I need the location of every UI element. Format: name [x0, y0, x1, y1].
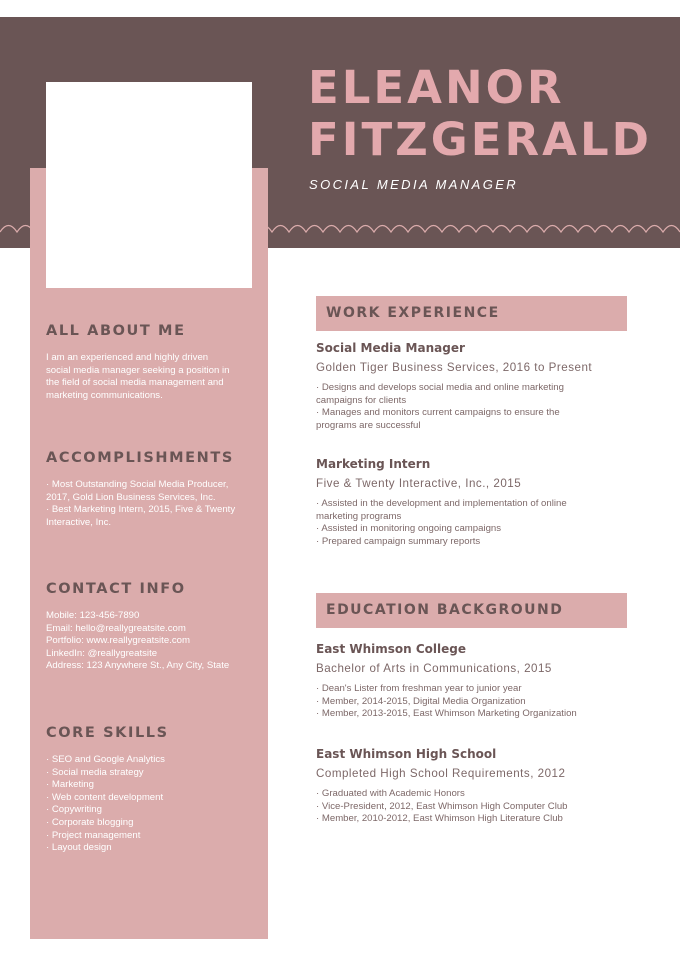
skill-item: · Copywriting: [46, 804, 102, 816]
school-name: East Whimson College: [316, 642, 466, 656]
detail-line: · Member, 2013-2015, East Whimson Marketing Organization: [316, 708, 577, 719]
about-line: the field of social media management and: [46, 377, 224, 389]
accomplishment-line: · Best Marketing Intern, 2015, Five & Twenty: [46, 504, 236, 516]
work-entry: [316, 341, 636, 432]
skill-item: · Web content development: [46, 791, 164, 803]
skill-item: · Project management: [46, 829, 141, 841]
contact-portfolio: Portfolio: www.reallygreatsite.com: [46, 635, 190, 647]
skill-item: · Social media strategy: [46, 766, 144, 778]
contact-linkedin: LinkedIn: @reallygreatsite: [46, 647, 158, 659]
about-line: I am an experienced and highly driven: [46, 352, 209, 363]
work-entry: [316, 457, 636, 548]
about-text: [46, 352, 256, 402]
job-company: Golden Tiger Business Services, 2016 to Present: [316, 361, 593, 374]
skill-item: · Layout design: [46, 842, 112, 854]
detail-line: · Member, 2010-2012, East Whimson High Literature Club: [316, 813, 563, 824]
degree: Bachelor of Arts in Communications, 2015: [316, 662, 552, 675]
accomplishment-line: Interactive, Inc.: [46, 516, 112, 528]
about-line: social media manager seeking a position in: [46, 364, 230, 376]
skill-item: · Marketing: [46, 779, 94, 791]
job-position: Marketing Intern: [316, 457, 431, 471]
accomplishments-list: [46, 479, 256, 529]
detail-line: · Graduated with Academic Honors: [316, 788, 465, 799]
contact-title: CONTACT INFO: [46, 581, 186, 597]
detail-line: · Dean's Lister from freshman year to junior year: [316, 683, 522, 694]
accomplishment-line: 2017, Gold Lion Business Services, Inc.: [46, 491, 216, 503]
profile-photo-placeholder: [46, 82, 252, 288]
duty-line: · Designs and develops social media and online marketing: [316, 382, 564, 393]
contact-info: [46, 610, 256, 673]
duty-line: programs are successful: [316, 419, 421, 431]
contact-address: Address: 123 Anywhere St., Any City, State: [46, 660, 230, 672]
job-position: Social Media Manager: [316, 341, 465, 355]
skills-title: CORE SKILLS: [46, 725, 169, 741]
skill-item: · Corporate blogging: [46, 816, 134, 828]
education-header: [316, 593, 627, 628]
school-name: East Whimson High School: [316, 747, 497, 761]
education-title: EDUCATION BACKGROUND: [326, 602, 564, 618]
duty-line: · Assisted in monitoring ongoing campaigns: [316, 523, 502, 534]
duty-line: · Assisted in the development and implementation of online: [316, 498, 567, 509]
work-experience-header: [316, 296, 627, 331]
education-details: [316, 788, 636, 826]
duty-line: · Prepared campaign summary reports: [316, 535, 481, 547]
first-name: ELEANOR: [308, 61, 565, 114]
skills-list: [46, 754, 256, 855]
job-duties: [316, 382, 636, 432]
accomplishments-title: ACCOMPLISHMENTS: [46, 450, 234, 466]
about-line: marketing communications.: [46, 389, 163, 401]
duty-line: · Manages and monitors current campaigns to ensure the: [316, 407, 560, 418]
duty-line: campaigns for clients: [316, 394, 407, 406]
skill-item: · SEO and Google Analytics: [46, 754, 165, 765]
detail-line: · Vice-President, 2012, East Whimson High Computer Club: [316, 800, 568, 812]
job-company: Five & Twenty Interactive, Inc., 2015: [316, 477, 522, 490]
job-duties: [316, 498, 636, 548]
last-name: FITZGERALD: [308, 113, 652, 166]
detail-line: · Member, 2014-2015, Digital Media Organization: [316, 695, 526, 707]
education-entry: [316, 747, 636, 826]
duty-line: marketing programs: [316, 510, 402, 522]
work-experience-title: WORK EXPERIENCE: [326, 305, 500, 321]
accomplishment-line: · Most Outstanding Social Media Producer,: [46, 479, 229, 490]
about-title: ALL ABOUT ME: [46, 323, 186, 339]
job-title: SOCIAL MEDIA MANAGER: [309, 177, 519, 192]
contact-mobile: Mobile: 123-456-7890: [46, 610, 140, 621]
education-entry: [316, 642, 636, 721]
contact-email: Email: hello@reallygreatsite.com: [46, 622, 186, 634]
education-details: [316, 683, 636, 721]
degree: Completed High School Requirements, 2012: [316, 767, 566, 780]
candidate-name: [308, 62, 652, 166]
